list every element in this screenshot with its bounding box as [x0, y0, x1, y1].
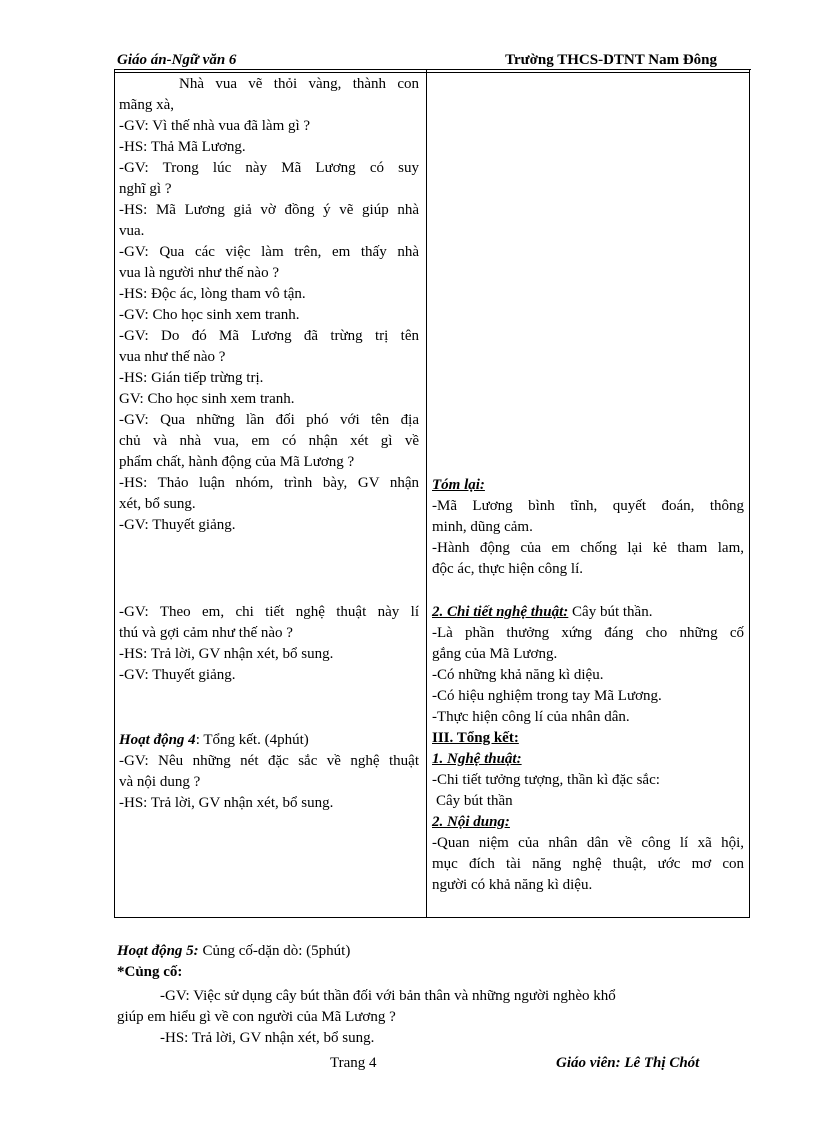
text-line: Cây bút thần — [436, 793, 513, 809]
text-line: -Quan niệm của nhân dân về công lí xã hội, — [432, 835, 744, 851]
text-line: -HS: Thả Mã Lương. — [119, 139, 246, 155]
right-column-detail — [432, 602, 744, 896]
left-column-block-1 — [119, 74, 419, 536]
text-line: và nội dung ? — [119, 774, 201, 790]
text-line: -GV: Thuyết giảng. — [119, 667, 236, 683]
text-line: người có khả năng kì diệu. — [432, 877, 593, 893]
detail-rest: Cây bút thần. — [568, 604, 653, 620]
text-line: phẩm chất, hành động của Mã Lương ? — [119, 454, 355, 470]
text-line: Nhà vua vẽ thỏi vàng, thành con — [179, 76, 419, 92]
text-line: thú và gợi cảm như thế nào ? — [119, 625, 293, 641]
text-line: mãng xà, — [119, 97, 174, 113]
activity5-rest: Củng cố-dặn dò: (5phút) — [198, 943, 351, 959]
activity4-rest: : Tổng kết. (4phút) — [195, 732, 309, 748]
summary-title: Tóm lại: — [432, 477, 485, 493]
text-line: độc ác, thực hiện công lí. — [432, 561, 583, 577]
left-column-block-2 — [119, 602, 419, 686]
question-line-1: -GV: Việc sử dụng cây bút thần đối với bản thân và những người nghèo khổ — [160, 988, 616, 1004]
activity4-label: Hoạt động 4 — [119, 732, 196, 748]
detail-heading — [432, 602, 744, 623]
text-line: chủ và nhà vua, em có nhận xét gì về — [119, 433, 419, 449]
text-line: -GV: Do đó Mã Lương đã trừng trị tên — [119, 328, 419, 344]
text-line: GV: Cho học sinh xem tranh. — [119, 391, 295, 407]
text-line: -HS: Trả lời, GV nhận xét, bổ sung. — [119, 646, 334, 662]
left-column-block-3 — [119, 730, 419, 814]
answer-line: -HS: Trả lời, GV nhận xét, bổ sung. — [160, 1030, 375, 1046]
text-line: -Hành động của em chống lại kẻ tham lam, — [432, 540, 744, 556]
text-line: xét, bổ sung. — [119, 496, 196, 512]
text-line: -GV: Cho học sinh xem tranh. — [119, 307, 300, 323]
table-top-border — [115, 72, 749, 73]
text-line: -Mã Lương bình tĩnh, quyết đoán, thông — [432, 498, 744, 514]
activity5-heading — [117, 941, 350, 962]
text-line: -GV: Qua các việc làm trên, em thấy nhà — [119, 244, 419, 260]
activity5-label: Hoạt động 5: — [117, 943, 199, 959]
cungco-heading: *Củng cố: — [117, 964, 183, 980]
text-line: vua. — [119, 223, 145, 239]
text-line: -HS: Thảo luận nhóm, trình bày, GV nhận — [119, 475, 419, 491]
activity4-heading — [119, 730, 419, 751]
text-line: -Có những khả năng kì diệu. — [432, 667, 604, 683]
text-line: -Là phần thưởng xứng đáng cho những cố — [432, 625, 744, 641]
text-line: -Chi tiết tưởng tượng, thần kì đặc sắc: — [432, 772, 660, 788]
text-line: gắng của Mã Lương. — [432, 646, 558, 662]
text-line: -Thực hiện công lí của nhân dân. — [432, 709, 630, 725]
text-line: -HS: Độc ác, lòng tham vô tận. — [119, 286, 306, 302]
header-subject: Giáo án-Ngữ văn 6 — [117, 52, 237, 68]
column-divider — [426, 70, 427, 917]
page-number: Trang 4 — [330, 1055, 377, 1071]
text-line: minh, dũng cảm. — [432, 519, 533, 535]
text-line: -GV: Theo em, chi tiết nghệ thuật này lí — [119, 604, 419, 620]
text-line: vua là người như thế nào ? — [119, 265, 279, 281]
text-line: -GV: Vì thế nhà vua đã làm gì ? — [119, 118, 311, 134]
text-line: -GV: Qua những lần đối phó với tên địa — [119, 412, 419, 428]
text-line: mục đích tài năng nghệ thuật, ước mơ con — [432, 856, 744, 872]
text-line: -GV: Trong lúc này Mã Lương có suy — [119, 160, 419, 176]
art-title: 1. Nghệ thuật: — [432, 751, 522, 767]
text-line: -GV: Thuyết giảng. — [119, 517, 236, 533]
header-school: Trường THCS-DTNT Nam Đông — [505, 52, 717, 68]
detail-title: 2. Chi tiết nghệ thuật: — [432, 604, 569, 620]
content-title: 2. Nội dung: — [432, 814, 510, 830]
text-line: -GV: Nêu những nét đặc sắc về nghệ thuật — [119, 753, 419, 769]
text-line: -HS: Gián tiếp trừng trị. — [119, 370, 264, 386]
right-column-summary — [432, 475, 744, 580]
question-line-2: giúp em hiểu gì về con người của Mã Lương ? — [117, 1009, 396, 1025]
text-line: -HS: Trả lời, GV nhận xét, bổ sung. — [119, 795, 334, 811]
text-line: -Có hiệu nghiệm trong tay Mã Lương. — [432, 688, 662, 704]
section-3-heading: III. Tổng kết: — [432, 730, 519, 746]
teacher-name: Giáo viên: Lê Thị Chót — [556, 1055, 700, 1071]
text-line: vua như thế nào ? — [119, 349, 226, 365]
text-line: -HS: Mã Lương giả vờ đồng ý vẽ giúp nhà — [119, 202, 419, 218]
text-line: nghĩ gì ? — [119, 181, 172, 197]
